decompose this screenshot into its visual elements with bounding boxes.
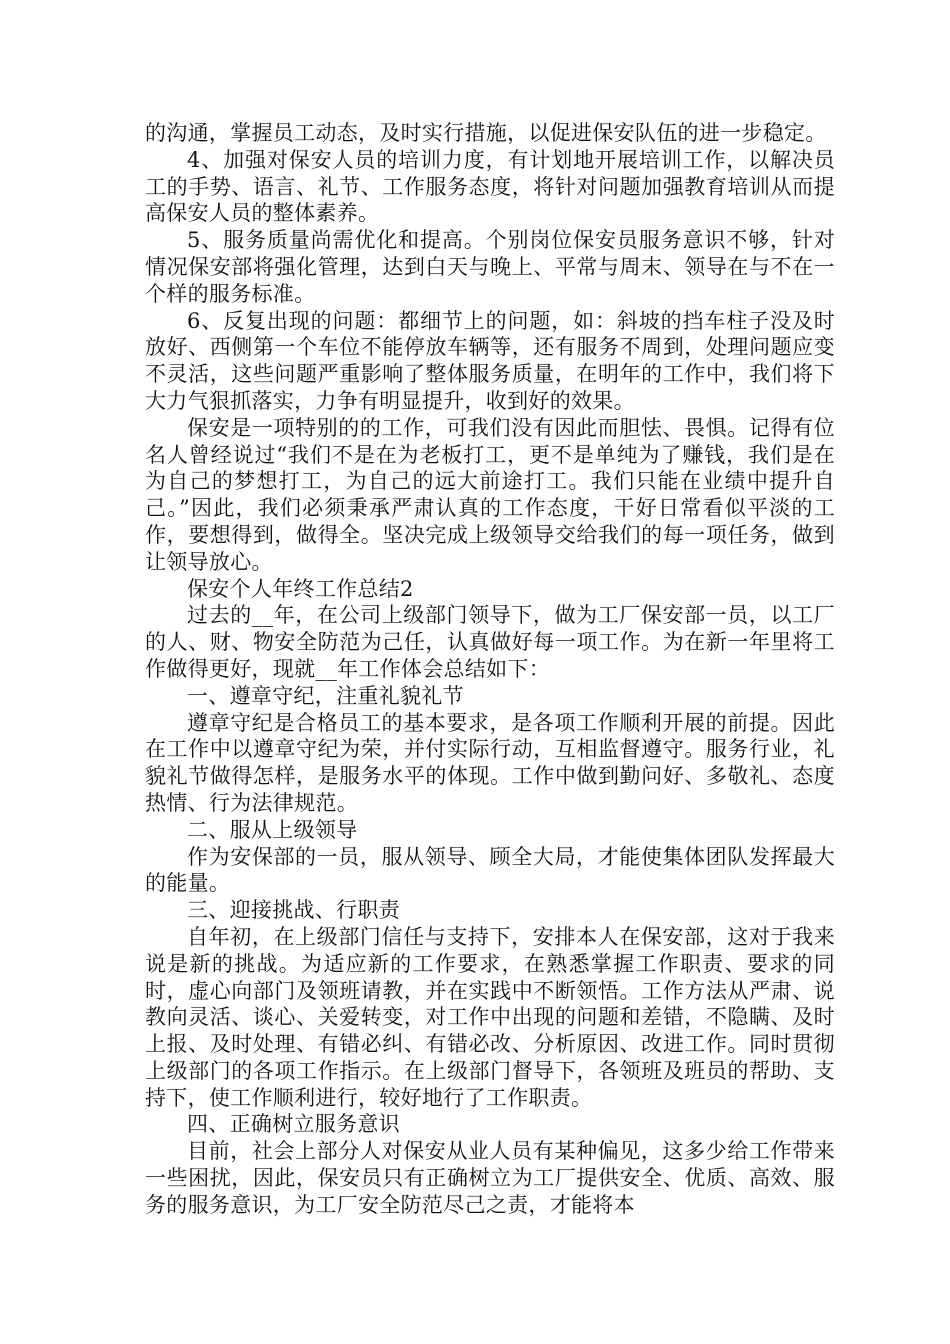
paragraph-intro: 过去的__年，在公司上级部门领导下，做为工厂保安部一员，以工厂的人、财、物安全防范为己任，认真做好每一项工作。为在新一年里将工作做得更好，现就__年工作体会总结如下： [145, 603, 835, 681]
section-title-summary-2: 保安个人年终工作总结2 [187, 576, 414, 601]
heading-challenge: 三、迎接挑战、行职责 [187, 898, 400, 923]
paragraph-discipline: 遵章守纪是合格员工的基本要求，是各项工作顺利开展的前提。因此在工作中以遵章守纪为荣，并付实际行动，互相监督遵守。服务行业，礼貌礼节做得怎样，是服务水平的体现。工作中做到勤问好、多敬礼、态度热情、行为法律规范。 [145, 710, 835, 815]
heading-discipline: 一、遵章守纪，注重礼貌礼节 [187, 683, 464, 708]
paragraph-item-6: 6、反复出现的问题：都细节上的问题，如：斜坡的挡车柱子没及时放好、西侧第一个车位不能停放车辆等，还有服务不周到，处理问题应变不灵活，这些问题严重影响了整体服务质量，在明年的工作中，我们将下大力气狠抓落实，力争有明显提升，收到好的效果。 [145, 308, 835, 413]
paragraph-closing: 保安是一项特别的的工作，可我们没有因此而胆怯、畏惧。记得有位名人曾经说过“我们不是在为老板打工，更不是单纯为了赚钱，我们是在为自己的梦想打工，为自己的远大前途打工。我们只能在业绩中提升自己。”因此，我们必须秉承严肃认真的工作态度，干好日常看似平淡的工作，要想得到，做得全。坚决完成上级领导交给我们的每一项任务，做到让领导放心。 [145, 415, 835, 574]
paragraph-continuation: 的沟通，掌握员工动态，及时实行措施，以促进保安队伍的进一步稳定。 [145, 121, 827, 145]
heading-obey-leadership: 二、服从上级领导 [187, 817, 358, 842]
paragraph-service-awareness: 目前，社会上部分人对保安从业人员有某种偏见，这多少给工作带来一些困扰，因此，保安员只有正确树立为工厂提供安全、优质、高效、服务的服务意识，为工厂安全防范尽己之责，才能将本 [145, 1139, 835, 1217]
paragraph-challenge: 自年初，在上级部门信任与支持下，安排本人在保安部，这对于我来说是新的挑战。为适应新的工作要求，在熟悉掌握工作职责、要求的同时，虚心向部门及领班请教，并在实践中不断领悟。工作方法从严肃、说教向灵活、谈心、关爱转变，对工作中出现的问题和差错，不隐瞒、及时上报、及时处理、有错必纠、有错必改、分析原因、改进工作。同时贯彻上级部门的各项工作指示。在上级部门督导下，各领班及班员的帮助、支持下，使工作顺利进行，较好地行了工作职责。 [145, 924, 835, 1110]
heading-service-awareness: 四、正确树立服务意识 [187, 1112, 400, 1137]
document-body [145, 120, 835, 1219]
paragraph-item-5: 5、服务质量尚需优化和提高。个别岗位保安员服务意识不够，针对情况保安部将强化管理，达到白天与晚上、平常与周末、领导在与不在一个样的服务标准。 [145, 228, 835, 306]
paragraph-item-4: 4、加强对保安人员的培训力度，有计划地开展培训工作，以解决员工的手势、语言、礼节、工作服务态度，将针对问题加强教育培训从而提高保安人员的整体素养。 [145, 147, 835, 226]
paragraph-obey-leadership: 作为安保部的一员，服从领导、顾全大局，才能使集体团队发挥最大的能量。 [145, 844, 835, 896]
